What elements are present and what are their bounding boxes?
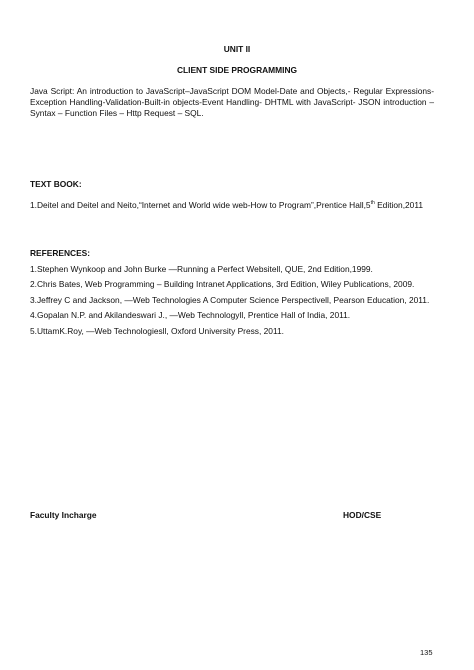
reference-item: 5.UttamK.Roy, ―Web Technologiesll, Oxford University Press, 2011. [30,325,284,336]
references-heading: REFERENCES: [30,248,91,258]
textbook-heading: TEXT BOOK: [30,179,82,189]
reference-item: 4.Gopalan N.P. and Akilandeswari J., ―Web Technologyll, Prentice Hall of India, 2011. [30,310,351,321]
textbook-entry [30,199,440,211]
reference-item: 1.Stephen Wynkoop and John Burke ―Running a Perfect Websitell, QUE, 2nd Edition,1999. [30,264,373,274]
page-number: 135 [420,648,433,657]
reference-item: 3.Jeffrey C and Jackson, ―Web Technologies A Computer Science Perspectivell, Pearson Education, 2011. [30,294,430,305]
reference-item: 2.Chris Bates, Web Programming – Building Intranet Applications, 3rd Edition, Wiley Publications, 2009. [30,279,415,290]
hod-label: HOD/CSE [343,510,382,520]
textbook-entry-edition: Edition,2011 [374,200,424,210]
unit-subtitle: CLIENT SIDE PROGRAMMING [176,65,298,75]
textbook-entry-main: 1.Deitel and Deitel and Neito,“Internet and World wide web-How to Program”,Prentice Hall,5 [30,200,371,210]
textbook-entry-superscript: th [370,200,375,206]
syllabus-paragraph: Java Script: An introduction to JavaScript–JavaScript DOM Model-Date and Objects,- Regular Expressions- Exception Handling-Validation-Built-in objects-Event Handling- DHTML with JavaScript- JSON introduction – Syntax – Function Files – Http Request – SQL. [30,86,434,118]
faculty-incharge-label: Faculty Incharge [30,510,97,520]
references-list [30,263,435,340]
unit-title: UNIT II [223,44,251,54]
